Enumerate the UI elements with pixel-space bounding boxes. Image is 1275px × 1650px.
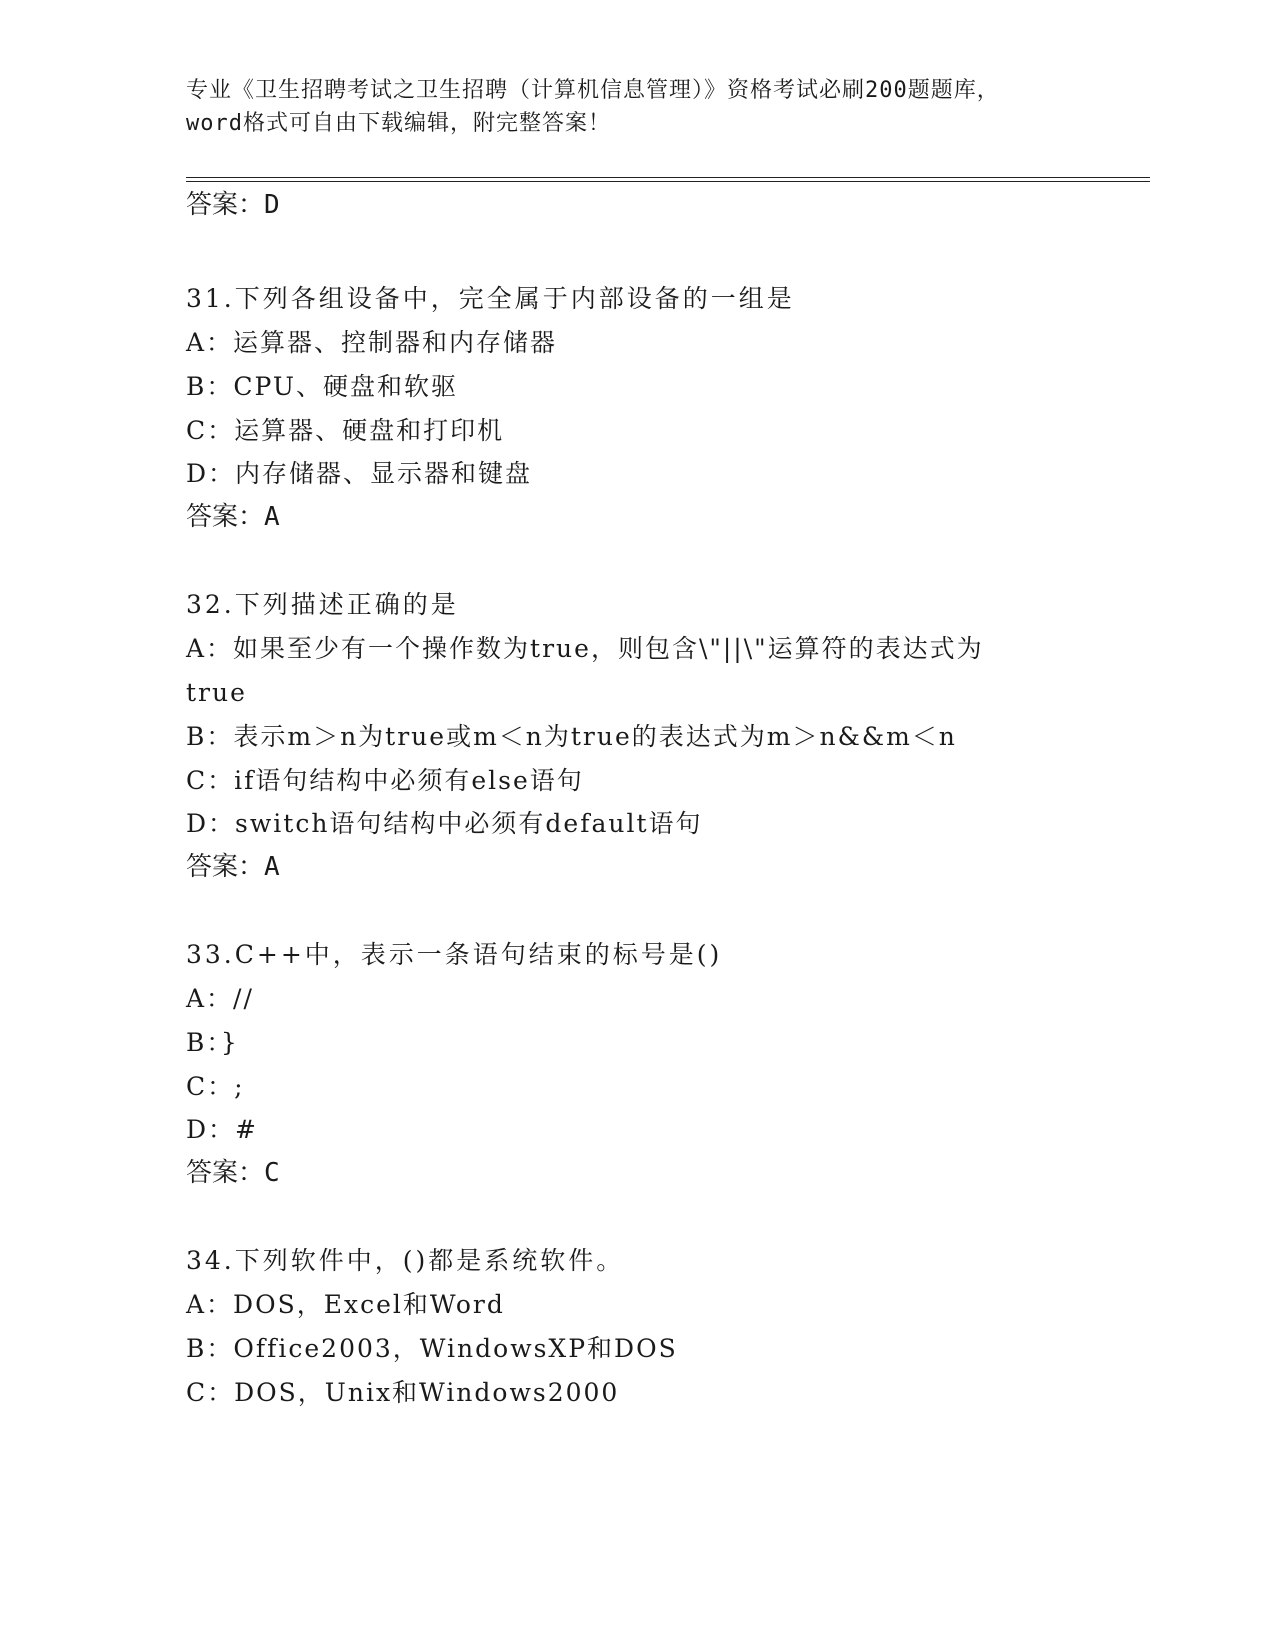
q34-option-a: A：DOS，Excel和Word [186, 1290, 505, 1319]
q32-option-a-continued: true [186, 678, 247, 707]
answer-prev: 答案：D [186, 190, 280, 220]
q34-title: 34.下列软件中，()都是系统软件。 [186, 1246, 625, 1275]
q33-option-a: A：// [186, 984, 254, 1013]
header-line-1: 专业《卫生招聘考试之卫生招聘（计算机信息管理）》资格考试必刷200题题库， [186, 78, 1000, 103]
q31-option-c: C：运算器、硬盘和打印机 [186, 416, 505, 445]
q32-option-a: A：如果至少有一个操作数为true，则包含\"||\"运算符的表达式为 [186, 634, 984, 663]
q33-title: 33.C++中，表示一条语句结束的标号是() [186, 940, 723, 969]
q34-option-c: C：DOS，Unix和Windows2000 [186, 1378, 620, 1407]
q31-option-b: B：CPU、硬盘和软驱 [186, 372, 458, 401]
q31-option-a: A：运算器、控制器和内存储器 [186, 328, 558, 357]
q33-option-b: B：} [186, 1028, 239, 1057]
q31-answer: 答案：A [186, 502, 280, 532]
q32-title: 32.下列描述正确的是 [186, 590, 459, 619]
q33-answer: 答案：C [186, 1158, 280, 1188]
document-header [186, 74, 1086, 140]
q34-option-b: B：Office2003，WindowsXP和DOS [186, 1334, 678, 1363]
header-line-2: word格式可自由下载编辑，附完整答案！ [186, 111, 611, 136]
q32-option-d: D：switch语句结构中必须有default语句 [186, 809, 703, 838]
q32-answer: 答案：A [186, 852, 280, 882]
q33-option-c: C：; [186, 1072, 245, 1101]
header-double-rule [186, 177, 1150, 182]
q33-option-d: D：# [186, 1115, 258, 1144]
q32-option-c: C：if语句结构中必须有else语句 [186, 766, 584, 795]
q31-option-d: D：内存储器、显示器和键盘 [186, 459, 533, 488]
q32-option-b: B：表示m＞n为true或m＜n为true的表达式为m＞n&&m＜n [186, 722, 957, 751]
q31-title: 31.下列各组设备中，完全属于内部设备的一组是 [186, 284, 795, 313]
